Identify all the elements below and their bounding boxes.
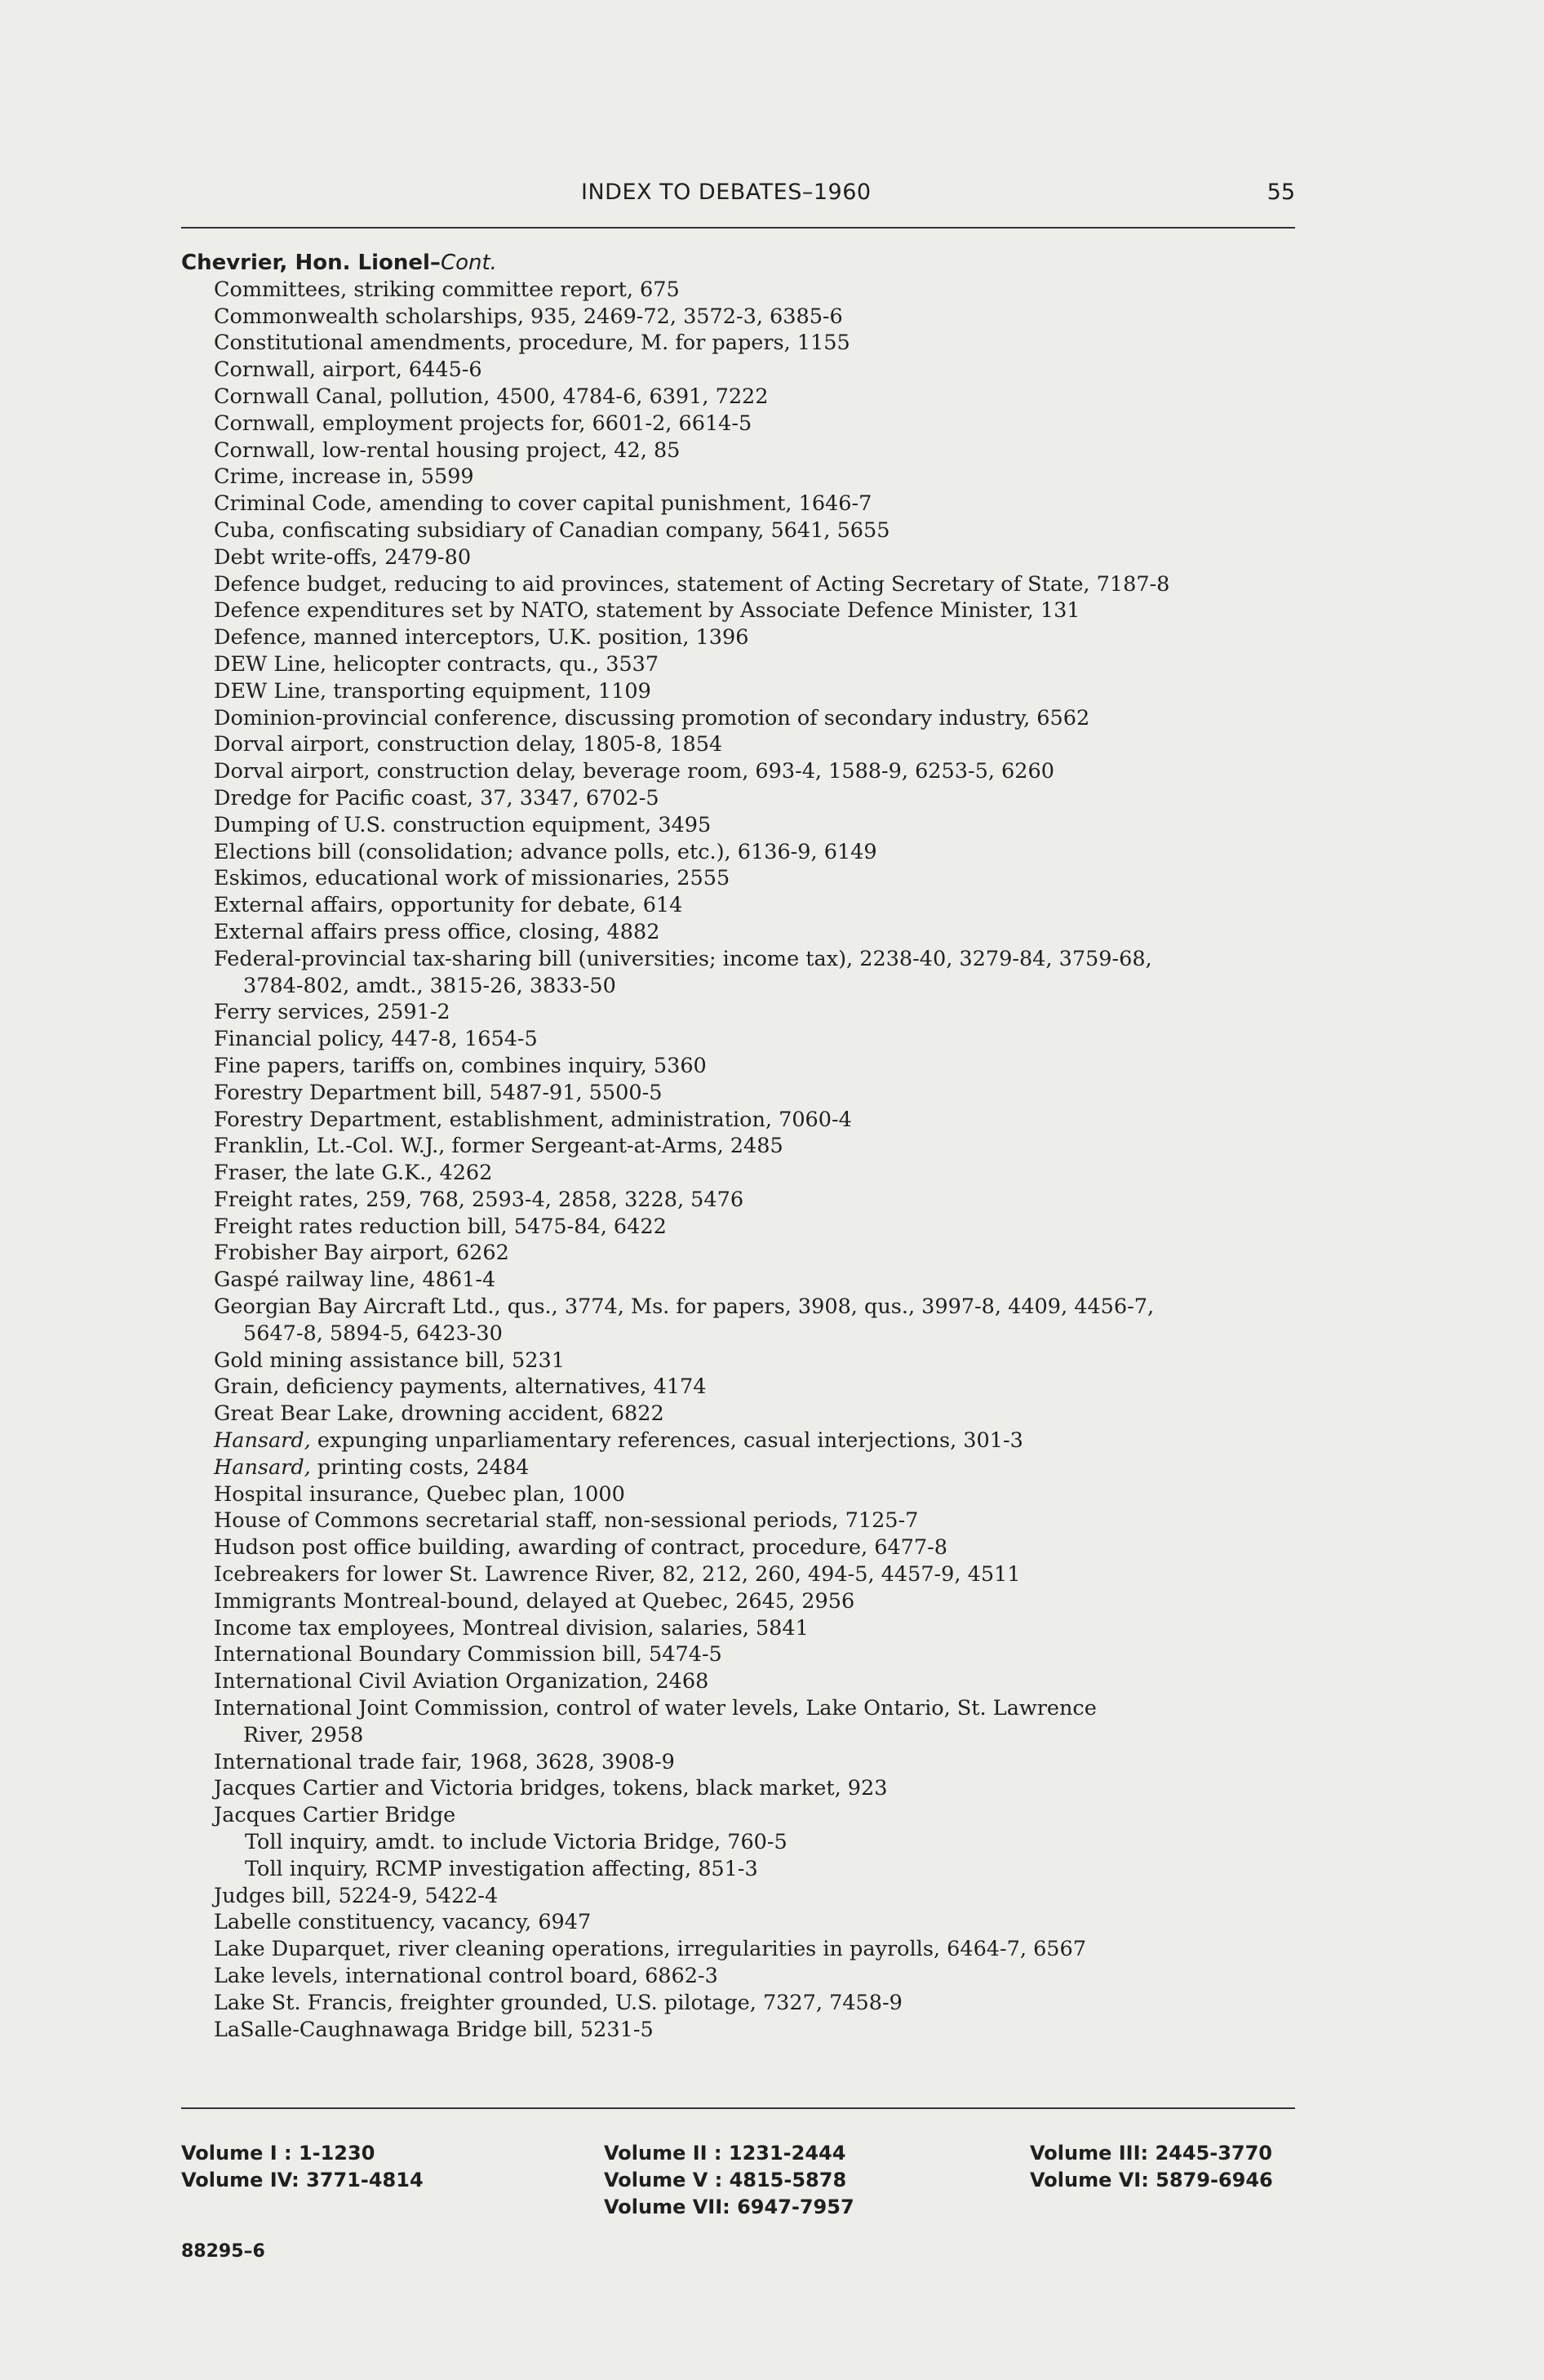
index-entry (181, 1507, 1295, 1534)
index-entry (181, 999, 1295, 1026)
index-entry-text: Lake Duparquet, river cleaning operations, irregularities in payrolls, 6464-7, 6567 (214, 1937, 1086, 1962)
index-entry-text: Freight rates reduction bill, 5475-84, 6422 (214, 1214, 667, 1239)
index-entry (181, 678, 1295, 705)
index-entry (181, 1963, 1295, 1990)
index-entry (181, 357, 1295, 384)
index-entry (181, 330, 1295, 357)
index-entry (181, 384, 1295, 411)
index-entry-text: Ferry services, 2591-2 (214, 1000, 450, 1025)
index-entry (181, 1990, 1295, 2017)
header-rule (181, 227, 1295, 229)
index-entry (181, 1240, 1295, 1267)
index-entry-text: Dominion-provincial conference, discussing promotion of secondary industry, 6562 (214, 705, 1090, 730)
index-entry-text: Judges bill, 5224-9, 5422-4 (214, 1883, 499, 1908)
index-entry-continuation (181, 1856, 1295, 1883)
index-entry-text: Defence expenditures set by NATO, statement by Associate Defence Minister, 131 (214, 598, 1080, 624)
print-code: 88295–6 (181, 2241, 265, 2262)
index-entry-text: 3784-802, amdt., 3815-26, 3833-50 (243, 973, 616, 998)
volume-range: Volume II : 1231-2444 (604, 2142, 846, 2165)
index-entry-text: Immigrants Montreal-bound, delayed at Quebec, 2645, 2956 (214, 1588, 855, 1614)
volume-column-2 (604, 2140, 854, 2221)
index-entry-text: Toll inquiry, RCMP investigation affecting, 851-3 (245, 1856, 758, 1881)
index-entry-text: Federal-provincial tax-sharing bill (universities; income tax), 2238-40, 3279-84, 3759-68, (214, 946, 1152, 971)
index-entry-text: Cuba, confiscating subsidiary of Canadian company, 5641, 5655 (214, 517, 890, 543)
index-entry-text: Income tax employees, Montreal division, salaries, 5841 (214, 1615, 809, 1641)
index-entry (181, 758, 1295, 785)
index-entry (181, 1107, 1295, 1134)
index-entry-text: Lake St. Francis, freighter grounded, U.S. pilotage, 7327, 7458-9 (214, 1990, 903, 2015)
index-entries (181, 250, 1295, 2043)
index-entry (181, 624, 1295, 651)
index-entry (181, 571, 1295, 598)
index-entry-text: printing costs, 2484 (310, 1454, 530, 1480)
index-entry-text: External affairs press office, closing, 4882 (214, 919, 660, 944)
index-entry-text: Jacques Cartier Bridge (214, 1803, 456, 1828)
volume-range: Volume I : 1-1230 (181, 2142, 375, 2165)
index-entry-text: Gold mining assistance bill, 5231 (214, 1348, 565, 1373)
index-entry (181, 705, 1295, 732)
index-entry-text: Dredge for Pacific coast, 37, 3347, 6702-5 (214, 785, 659, 810)
index-entry-text: DEW Line, helicopter contracts, qu., 3537 (214, 651, 659, 677)
index-entry-text: Frobisher Bay airport, 6262 (214, 1241, 509, 1266)
index-entry-text: Grain, deficiency payments, alternatives, 4174 (214, 1374, 707, 1400)
index-entry (181, 1668, 1295, 1695)
index-entry-text: Hudson post office building, awarding of contract, procedure, 6477-8 (214, 1535, 947, 1561)
index-entry (181, 1294, 1295, 1321)
footer-rule (181, 2107, 1295, 2109)
index-heading-name: Chevrier, Hon. Lionel– (181, 251, 441, 275)
page-header (181, 173, 1295, 215)
index-entry-text: Dumping of U.S. construction equipment, 3495 (214, 812, 712, 837)
index-entry-text: Criminal Code, amending to cover capital punishment, 1646-7 (214, 491, 872, 517)
index-entry-text: Defence budget, reducing to aid provinces, statement of Acting Secretary of State, 7187-8 (214, 571, 1170, 597)
index-entry (181, 1401, 1295, 1428)
index-entry-text: expunging unparliamentary references, casual interjections, 301-3 (310, 1428, 1023, 1454)
page-title: INDEX TO DEBATES–1960 (581, 180, 872, 205)
volume-range: Volume V : 4815-5878 (604, 2169, 847, 2191)
index-entry-text: Fine papers, tariffs on, combines inquiry, 5360 (214, 1053, 707, 1078)
index-entry-text: Great Bear Lake, drowning accident, 6822 (214, 1401, 664, 1427)
volume-range: Volume III: 2445-3770 (1030, 2142, 1272, 2165)
index-entry (181, 1026, 1295, 1053)
index-entry (181, 411, 1295, 437)
index-entry (181, 1775, 1295, 1802)
index-entry-text: External affairs, opportunity for debate, 614 (214, 893, 683, 918)
index-entry (181, 1641, 1295, 1668)
index-entry-italic-term: Hansard, (214, 1454, 311, 1480)
index-entry (181, 1588, 1295, 1615)
index-entry-text: Hospital insurance, Quebec plan, 1000 (214, 1481, 625, 1507)
index-entry-text: Elections bill (consolidation; advance polls, etc.), 6136-9, 6149 (214, 839, 877, 864)
index-entry-text: Fraser, the late G.K., 4262 (214, 1161, 493, 1186)
index-entry (181, 1695, 1295, 1722)
index-entry (181, 491, 1295, 517)
volume-column-3 (1030, 2140, 1273, 2194)
index-entry (181, 1615, 1295, 1642)
index-entry (181, 304, 1295, 331)
index-entry-continuation (181, 1722, 1295, 1749)
index-entry (181, 1481, 1295, 1508)
index-entry (181, 1187, 1295, 1214)
volume-ranges (181, 2140, 1299, 2230)
volume-range: Volume VI: 5879-6946 (1030, 2169, 1273, 2191)
index-entry-text: Cornwall, low-rental housing project, 42, 85 (214, 437, 681, 463)
index-entry-text: Freight rates, 259, 768, 2593-4, 2858, 3228, 5476 (214, 1187, 744, 1212)
index-entry (181, 731, 1295, 758)
index-entry (181, 1053, 1295, 1080)
index-entry (181, 1267, 1295, 1294)
index-entry-text: Dorval airport, construction delay, 1805-8, 1854 (214, 732, 723, 757)
index-entry-text: Icebreakers for lower St. Lawrence River, 82, 212, 260, 494-5, 4457-9, 4511 (214, 1562, 1021, 1587)
index-entry-text: International Civil Aviation Organization, 2468 (214, 1669, 709, 1694)
index-entry-text: Eskimos, educational work of missionaries, 2555 (214, 866, 730, 891)
index-entry (181, 785, 1295, 812)
index-entry-text: LaSalle-Caughnawaga Bridge bill, 5231-5 (214, 2017, 654, 2042)
index-entry-text: Gaspé railway line, 4861-4 (214, 1268, 496, 1293)
index-entry-text: Financial policy, 447-8, 1654-5 (214, 1027, 538, 1052)
index-heading (181, 250, 1295, 277)
index-entry (181, 1348, 1295, 1374)
index-entry-text: Constitutional amendments, procedure, M. for papers, 1155 (214, 331, 850, 356)
index-entry (181, 946, 1295, 973)
index-entry (181, 1561, 1295, 1588)
index-entry (181, 1883, 1295, 1910)
index-entry (181, 544, 1295, 571)
volume-column-1 (181, 2140, 424, 2194)
index-entry (181, 1133, 1295, 1160)
index-entry-continuation (181, 1829, 1295, 1856)
index-entry-text: International Boundary Commission bill, 5474-5 (214, 1642, 722, 1667)
index-entry (181, 812, 1295, 839)
index-entry-text: Labelle constituency, vacancy, 6947 (214, 1910, 592, 1935)
index-entry-text: Jacques Cartier and Victoria bridges, tokens, black market, 923 (214, 1776, 888, 1801)
index-entry-text: Forestry Department, establishment, administration, 7060-4 (214, 1107, 852, 1132)
index-entry (181, 1936, 1295, 1963)
index-entry (181, 464, 1295, 491)
index-entry (181, 1454, 1295, 1481)
index-entry-text: Commonwealth scholarships, 935, 2469-72, 3572-3, 6385-6 (214, 304, 843, 329)
index-entry-italic-term: Hansard, (214, 1428, 311, 1454)
index-entry-text: Cornwall, airport, 6445-6 (214, 357, 482, 383)
index-entry (181, 1909, 1295, 1936)
index-entry-text: House of Commons secretarial staff, non-sessional periods, 7125-7 (214, 1508, 919, 1534)
index-entry-text: Defence, manned interceptors, U.K. position, 1396 (214, 625, 749, 651)
index-entry-text: River, 2958 (243, 1722, 364, 1747)
index-entry-text: 5647-8, 5894-5, 6423-30 (243, 1321, 503, 1346)
index-entry-text: International trade fair, 1968, 3628, 3908-9 (214, 1749, 675, 1774)
index-heading-continued: Cont. (440, 251, 497, 275)
index-entry-text: Committees, striking committee report, 675 (214, 277, 680, 302)
index-entry-text: Toll inquiry, amdt. to include Victoria Bridge, 760-5 (245, 1830, 788, 1855)
index-entry (181, 1160, 1295, 1187)
index-entry (181, 1214, 1295, 1241)
index-entry-text: Forestry Department bill, 5487-91, 5500-5 (214, 1080, 663, 1105)
index-entry (181, 865, 1295, 892)
index-entry-text: Debt write-offs, 2479-80 (214, 544, 472, 570)
index-entry (181, 892, 1295, 919)
index-entry (181, 839, 1295, 866)
index-entry-text: Lake levels, international control board, 6862-3 (214, 1964, 718, 1988)
index-entry (181, 1802, 1295, 1829)
index-entry (181, 1749, 1295, 1776)
index-entry-text: Dorval airport, construction delay, beverage room, 693-4, 1588-9, 6253-5, 6260 (214, 759, 1054, 784)
volume-range: Volume VII: 6947-7957 (604, 2196, 854, 2218)
index-entry (181, 1428, 1295, 1454)
index-entry (181, 1374, 1295, 1401)
index-entry (181, 597, 1295, 624)
index-entry (181, 517, 1295, 544)
index-entry (181, 1534, 1295, 1561)
volume-range: Volume IV: 3771-4814 (181, 2169, 424, 2191)
index-entry-continuation (181, 1321, 1295, 1348)
index-entry-text: Cornwall Canal, pollution, 4500, 4784-6, 6391, 7222 (214, 384, 769, 409)
index-entry (181, 651, 1295, 678)
index-entry (181, 277, 1295, 304)
page-number: 55 (1267, 180, 1295, 205)
index-entry-text: DEW Line, transporting equipment, 1109 (214, 678, 651, 704)
index-entry (181, 2017, 1295, 2044)
index-entry-text: International Joint Commission, control of water levels, Lake Ontario, St. Lawrence (214, 1696, 1097, 1721)
index-entry-text: Franklin, Lt.-Col. W.J., former Sergeant-at-Arms, 2485 (214, 1134, 783, 1159)
index-entry-continuation (181, 973, 1295, 1000)
index-entry-text: Crime, increase in, 5599 (214, 464, 474, 490)
index-entry (181, 919, 1295, 946)
index-entry (181, 1080, 1295, 1107)
index-entry-text: Georgian Bay Aircraft Ltd., qus., 3774, Ms. for papers, 3908, qus., 3997-8, 4409, 4456-7, (214, 1294, 1155, 1320)
index-entry (181, 437, 1295, 464)
index-entry-text: Cornwall, employment projects for, 6601-2, 6614-5 (214, 411, 752, 436)
